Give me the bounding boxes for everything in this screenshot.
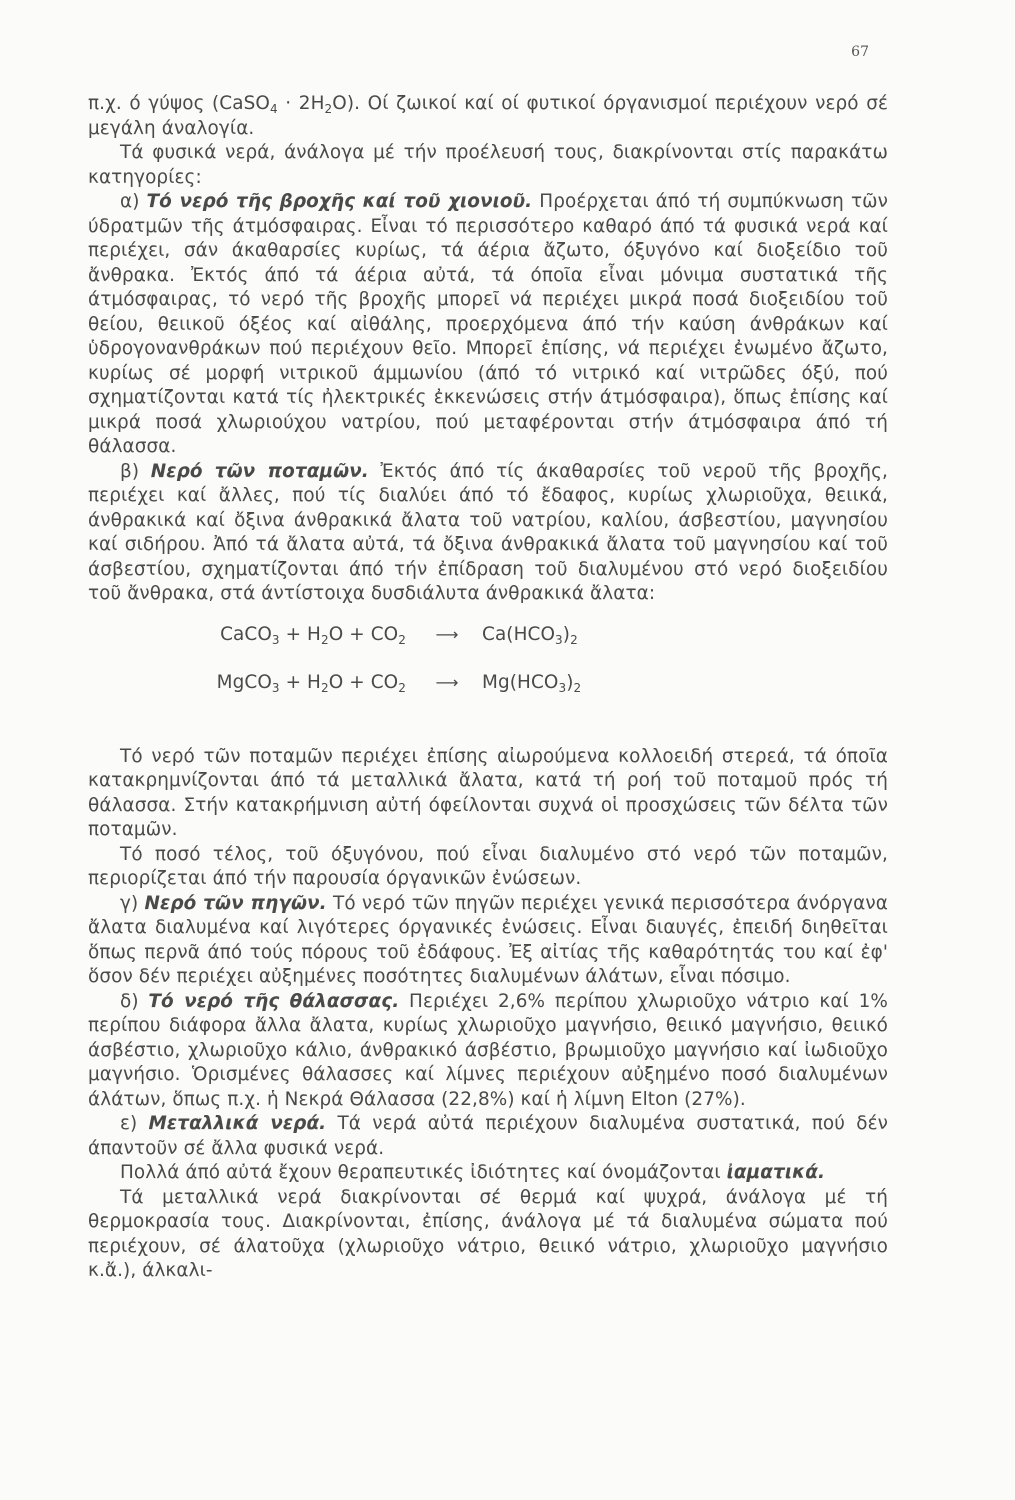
categories-intro: Τά φυσικά νερά, άνάλογα μέ τήν προέλευσή τους, διακρίνονται στίς παρακάτω κατηγορίες:: [88, 142, 888, 188]
equation-calcium: CaCO$_3$ + $H_2O + CO_2$ ⟶ $Ca(HCO_3)_2$: [220, 623, 578, 647]
reaction-arrow: ⟶: [435, 672, 459, 692]
healing-waters-paragraph: Πολλά άπό αὐτά ἔχουν θεραπευτικές ἰδιότητες καί όνομάζονται ἰαματικά.: [120, 1162, 826, 1183]
section-river-water: β) Νερό τῶν ποταμῶν. Ἐκτός άπό τίς άκαθαρσίες τοῦ νεροῦ τῆς βροχῆς, περιέχει καί ἄλλες, πού τίς διαλύει άπό τό ἔδαφος, κυρίως χλωριοῦχα, θειικά, άνθρακικά καί ὄξινα άνθρακικά ἄλατα τοῦ νατρίου, καλίου, άσβεστίου, μαγνησίου καί σιδήρου. Ἀπό τά ἄλατα αὐτά, τά ὄξινα άνθρακικά ἄλατα τοῦ μαγνησίου καί τοῦ άσβεστίου, σχηματίζονται άπό τήν ἐπίδραση τοῦ διαλυμένου στό νερό διοξειδίου τοῦ ἄνθρακα, στά άντίστοιχα δυσδιάλυτα άνθρακικά ἄλατα:: [88, 460, 889, 604]
page-body: [88, 92, 888, 1284]
section-heading: Νερό τῶν πηγῶν.: [144, 892, 327, 914]
section-sea-water: δ) Τό νερό τῆς θάλασσας. Περιέχει 2,6% περίπου χλωριοῦχο νάτριο καί 1% περίπου διάφορα ἄλλα ἄλατα, κυρίως χλωριοῦχο μαγνήσιο, θειικό μαγνήσιο, θειικό άσβέστιο, χλωριοῦχο κάλιο, άνθρακικό άσβέστιο, βρωμιοῦχο μαγνήσιο καί ἰωδιοῦχο μαγνήσιο. Ὁρισμένες θάλασσες καί λίμνες περιέχουν αὐξημένο ποσό διαλυμένων άλάτων, ὅπως π.χ. ἡ Νεκρά Θάλασσα (22,8%) καί ἡ λίμνη Elton (27%).: [88, 990, 888, 1110]
river-colloids-paragraph: Τό νερό τῶν ποταμῶν περιέχει ἐπίσης αἰωρούμενα κολλοειδή στερεά, τά όποῖα κατακρημνίζονται άπό τά μεταλλικά ἄλατα, κατά τή ροή τοῦ ποταμοῦ πρός τή θάλασσα. Στήν κατακρήμνιση αὐτή όφείλονται συχνά οἱ προσχώσεις τῶν δέλτα τῶν ποταμῶν.: [88, 745, 888, 840]
section-spring-water: γ) Νερό τῶν πηγῶν. Τό νερό τῶν πηγῶν περιέχει γενικά περισσότερα άνόργανα ἄλατα διαλυμένα καί λιγότερες όργανικές ἐνώσεις. Εἶναι διαυγές, ἐπειδή διηθεῖται ὅπως περνᾶ άπό τούς πόρους τοῦ ἐδάφους. Ἐξ αἰτίας τῆς καθαρότητάς του καί ἐφ' ὅσον δέν περιέχει αὐξημένες ποσότητες διαλυμένων άλάτων, εἶναι πόσιμο.: [88, 892, 888, 987]
section-rain-water: α) Τό νερό τῆς βροχῆς καί τοῦ χιονιοῦ. Προέρχεται άπό τή συμπύκνωση τῶν ύδρατμῶν τῆς άτμόσφαιρας. Εἶναι τό περισσότερο καθαρό άπό τά φυσικά νερά καί περιέχει, σάν άκαθαρσίες κυρίως, τά άέρια ἄζωτο, όξυγόνο καί διοξείδιο τοῦ ἄνθρακα. Ἐκτός άπό τά άέρια αὐτά, τά όποῖα εἶναι μόνιμα συστατικά τῆς άτμόσφαιρας, τό νερό τῆς βροχῆς μπορεῖ νά περιέχει μικρά ποσά διοξειδίου τοῦ θείου, θειικοῦ όξέος καί αἰθάλης, προερχόμενα άπό τήν καύση άνθράκων καί ὑδρογονανθράκων πού περιέχουν θεῖο. Μπορεῖ ἐπίσης, νά περιέχει ἐνωμένο ἄζωτο, κυρίως σέ μορφή νιτρικοῦ άμμωνίου (άπό τό νιτρικό καί νιτρῶδες όξύ, πού σχηματίζονται κατά τίς ἠλεκτρικές ἐκκενώσεις στήν άτμόσφαιρα), ὅπως ἐπίσης καί μικρά ποσά χλωριούχου νατρίου, πού μεταφέρονται στήν άτμόσφαιρα άπό τή θάλασσα.: [88, 191, 888, 457]
mineral-classification-paragraph: Τά μεταλλικά νερά διακρίνονται σέ θερμά καί ψυχρά, άνάλογα μέ τή θερμοκρασία τους. Διακρίνονται, ἐπίσης, άνάλογα μέ τά διαλυμένα σώματα πού περιέχουν, σέ άλατοῦχα (χλωριοῦχο νάτριο, θειικό νάτριο, χλωριοῦχο μαγνήσιο κ.ἄ.), άλκαλι-: [88, 1186, 888, 1281]
emphasis-term: ἰαματικά.: [726, 1162, 826, 1183]
section-heading: Μεταλλικά νερά.: [148, 1113, 327, 1134]
page-number: 67: [851, 44, 869, 60]
intro-paragraph: π.χ. ό γύψος (CaSO$_4$ · $2H_2O$). Οί ζωικοί καί οί φυτικοί όργανισμοί περιέχουν νερό σέ μεγάλη άναλογία.: [88, 93, 888, 139]
equation-magnesium: MgCO$_3$ + $H_2O + CO_2$ ⟶ $Mg(HCO_3)_2$: [216, 671, 582, 695]
equations: [88, 623, 888, 719]
reaction-arrow: ⟶: [435, 624, 459, 644]
section-heading: Νερό τῶν ποταμῶν.: [150, 460, 369, 482]
section-mineral-water: ε) Μεταλλικά νερά. Τά νερά αὐτά περιέχουν διαλυμένα συστατικά, πού δέν άπαντοῦν σέ ἄλλα φυσικά νερά.: [88, 1113, 888, 1159]
section-heading: Τό νερό τῆς θάλασσας.: [148, 990, 400, 1012]
section-heading: Τό νερό τῆς βροχῆς καί τοῦ χιονιοῦ.: [146, 191, 533, 212]
river-oxygen-paragraph: Τό ποσό τέλος, τοῦ όξυγόνου, πού εἶναι διαλυμένο στό νερό τῶν ποταμῶν, περιορίζεται άπό τήν παρουσία όργανικῶν ἐνώσεων.: [88, 843, 888, 889]
